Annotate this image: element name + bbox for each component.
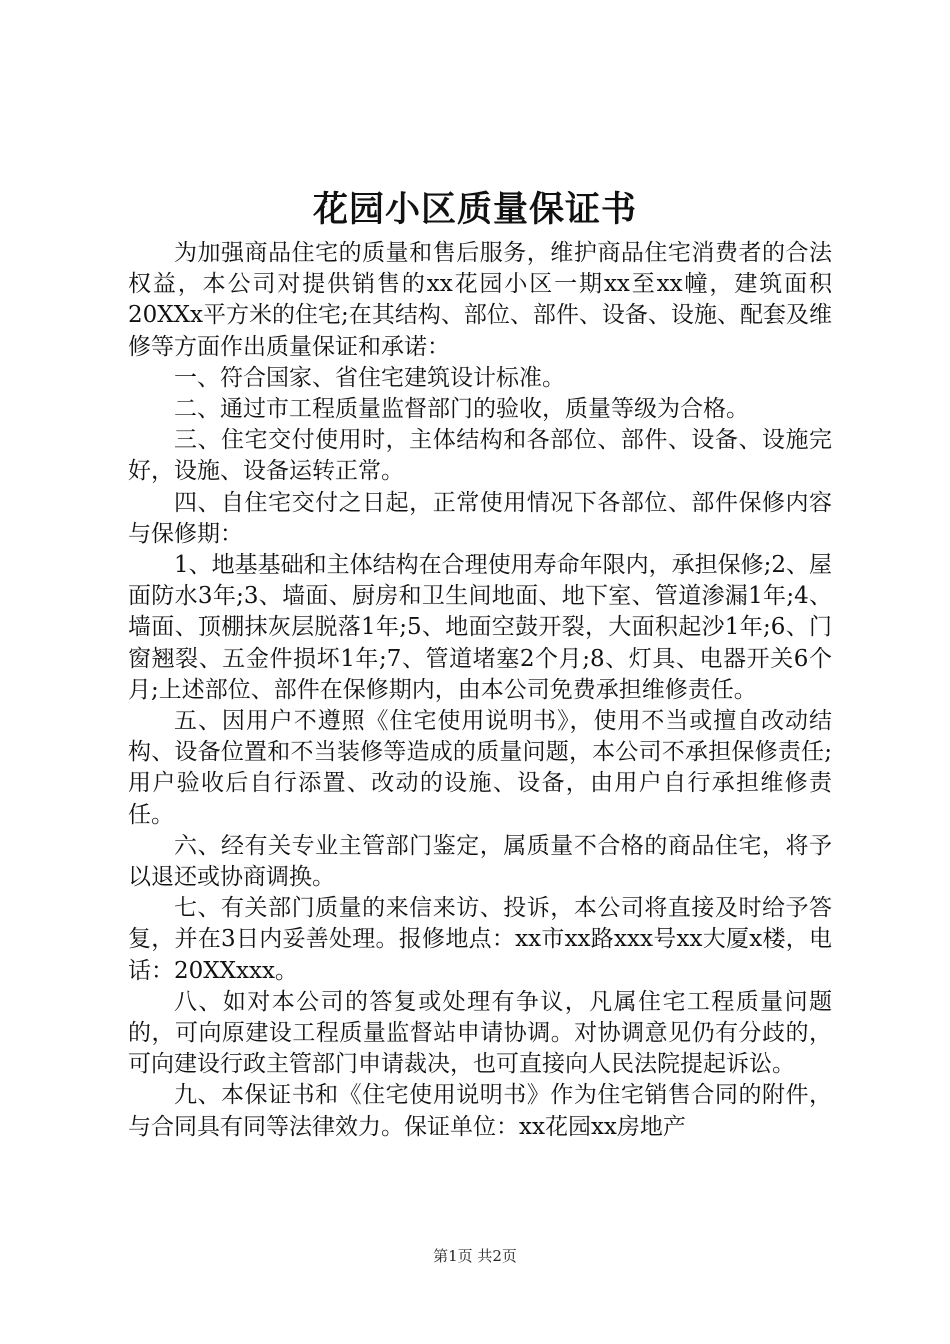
paragraph-item-1: 一、符合国家、省住宅建筑设计标准。 xyxy=(174,364,565,391)
paragraph-item-3: 三、住宅交付使用时，主体结构和各部位、部件、设备、设施完好，设施、设备运转正常。 xyxy=(128,427,832,485)
paragraph-warranty-list: 1、地基基础和主体结构在合理使用寿命年限内，承担保修;2、屋面防水3年;3、墙面、厨房和卫生间地面、地下室、管道渗漏1年;4、墙面、顶棚抹灰层脱落1年;5、地面空鼓开裂，大面积起沙1年;6、门窗翘裂、五金件损坏1年;7、管道堵塞2个月;8、灯具、电器开关6个月;上述部位、部件在保修期内，由本公司免费承担维修责任。 xyxy=(128,552,833,703)
paragraph-item-5: 五、因用户不遵照《住宅使用说明书》，使用不当或擅自改动结构、设备位置和不当装修等造成的质量问题，本公司不承担保修责任;用户验收后自行添置、改动的设施、设备，由用户自行承担维修责任。 xyxy=(128,708,832,828)
paragraph-item-8: 八、如对本公司的答复或处理有争议，凡属住宅工程质量问题的，可向原建设工程质量监督站申请协调。对协调意见仍有分歧的，可向建设行政主管部门申请裁决，也可直接向人民法院提起诉讼。 xyxy=(128,988,832,1078)
document-title: 花园小区质量保证书 xyxy=(312,189,637,230)
page-number-footer: 第1页 共2页 xyxy=(433,1247,517,1265)
document-body xyxy=(128,238,832,1143)
paragraph-item-2: 二、通过市工程质量监督部门的验收，质量等级为合格。 xyxy=(174,396,749,423)
paragraph-item-7: 七、有关部门质量的来信来访、投诉，本公司将直接及时给予答复，并在3日内妥善处理。报修地点：xx市xx路xxx号xx大厦x楼，电话：20XXxxx。 xyxy=(128,895,832,984)
paragraph-item-9: 九、本保证书和《住宅使用说明书》作为住宅销售合同的附件，与合同具有同等法律效力。保证单位：xx花园xx房地产 xyxy=(128,1082,832,1140)
paragraph-intro: 为加强商品住宅的质量和售后服务，维护商品住宅消费者的合法权益，本公司对提供销售的xx花园小区一期xx至xx幢，建筑面积20XXx平方米的住宅;在其结构、部位、部件、设备、设施、配套及维修等方面作出质量保证和承诺： xyxy=(128,240,832,360)
paragraph-item-6: 六、经有关专业主管部门鉴定，属质量不合格的商品住宅，将予以退还或协商调换。 xyxy=(128,832,832,891)
paragraph-item-4: 四、自住宅交付之日起，正常使用情况下各部位、部件保修内容与保修期： xyxy=(128,489,832,547)
